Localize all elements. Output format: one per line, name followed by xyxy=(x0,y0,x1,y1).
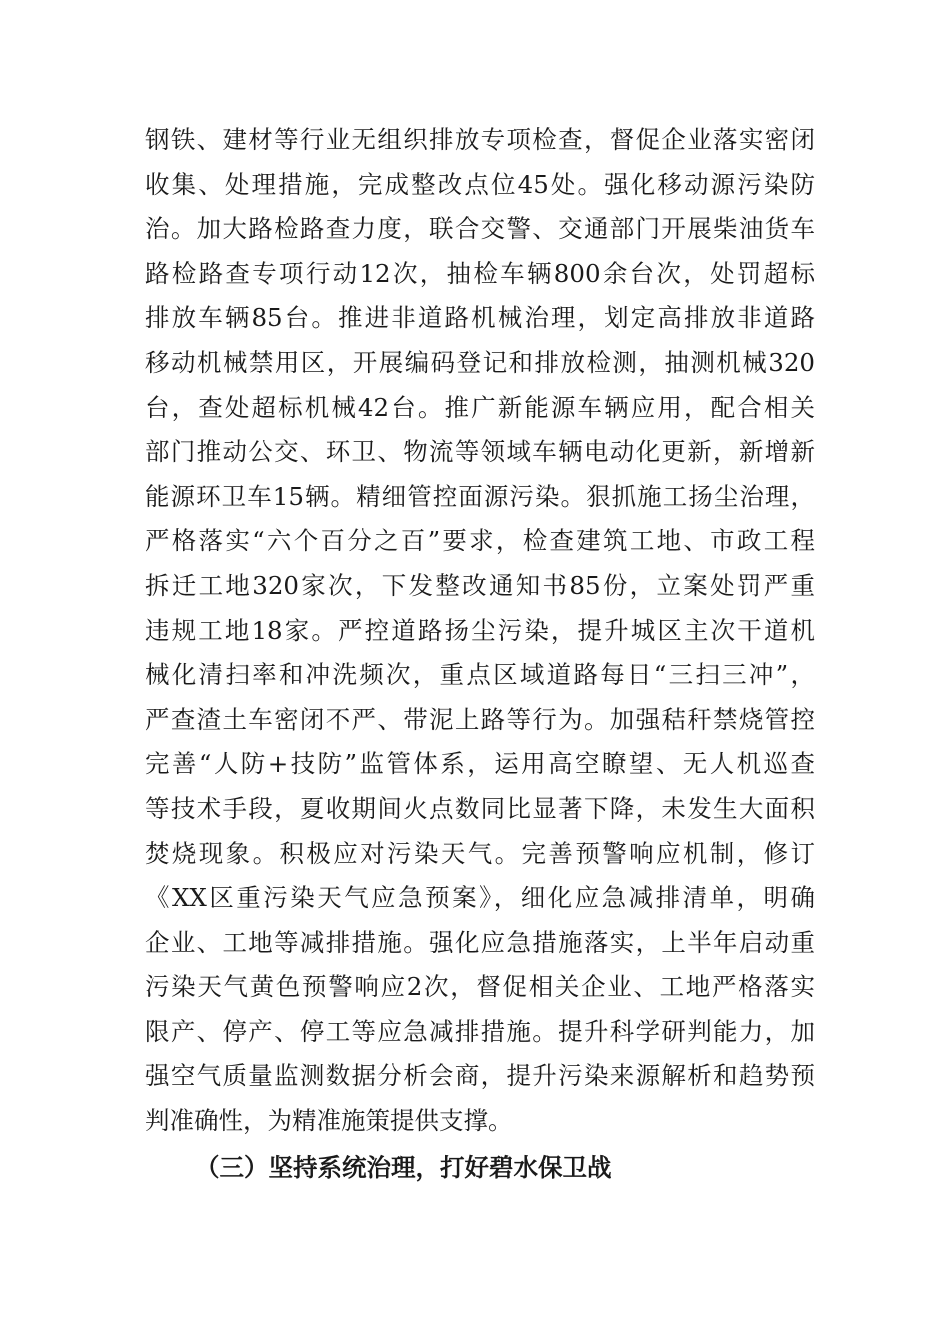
text-line: 钢铁、建材等行业无组织排放专项检查，督促企业落实密闭 xyxy=(145,125,815,154)
text-line: 焚烧现象。积极应对污染天气。完善预警响应机制，修订 xyxy=(145,838,815,868)
text-line: 严查渣土车密闭不严、带泥上路等行为。加强秸秆禁烧管控 xyxy=(145,704,815,734)
text-line: 《XX区重污染天气应急预案》，细化应急减排清单，明确 xyxy=(145,883,815,913)
text-line: 移动机械禁用区，开展编码登记和排放检测，抽测机械320 xyxy=(145,347,815,377)
text-line: 部门推动公交、环卫、物流等领域车辆电动化更新，新增新 xyxy=(145,437,815,467)
section-heading: （三）坚持系统治理，打好碧水保卫战 xyxy=(195,1153,612,1182)
body-paragraph xyxy=(145,118,815,1144)
text-line: 污染天气黄色预警响应2次，督促相关企业、工地严格落实 xyxy=(145,972,815,1002)
text-line: 治。加大路检路查力度，联合交警、交通部门开展柴油货车 xyxy=(145,214,815,244)
text-line: 路检路查专项行动12次，抽检车辆800余台次，处罚超标 xyxy=(145,258,815,288)
text-line: 完善“人防+技防”监管体系，运用高空瞭望、无人机巡查 xyxy=(145,749,815,779)
text-line: 台，查处超标机械42台。推广新能源车辆应用，配合相关 xyxy=(145,392,815,422)
text-line: 强空气质量监测数据分析会商，提升污染来源解析和趋势预 xyxy=(145,1061,815,1091)
text-line: 企业、工地等减排措施。强化应急措施落实，上半年启动重 xyxy=(145,927,815,957)
text-line: 拆迁工地320家次，下发整改通知书85份，立案处罚严重 xyxy=(145,570,815,600)
text-line: 械化清扫率和冲洗频次，重点区域道路每日“三扫三冲”， xyxy=(145,660,815,690)
text-line: 违规工地18家。严控道路扬尘污染，提升城区主次干道机 xyxy=(145,615,815,645)
text-line: 等技术手段，夏收期间火点数同比显著下降，未发生大面积 xyxy=(145,793,815,823)
text-line: 收集、处理措施，完成整改点位45处。强化移动源污染防 xyxy=(145,169,815,199)
text-line: 判准确性，为精准施策提供支撑。 xyxy=(145,1106,513,1136)
text-line: 能源环卫车15辆。精细管控面源污染。狠抓施工扬尘治理， xyxy=(145,481,815,511)
text-line: 排放车辆85台。推进非道路机械治理，划定高排放非道路 xyxy=(145,303,815,333)
text-line: 限产、停产、停工等应急减排措施。提升科学研判能力，加 xyxy=(145,1016,815,1046)
text-line: 严格落实“六个百分之百”要求，检查建筑工地、市政工程 xyxy=(145,526,815,556)
